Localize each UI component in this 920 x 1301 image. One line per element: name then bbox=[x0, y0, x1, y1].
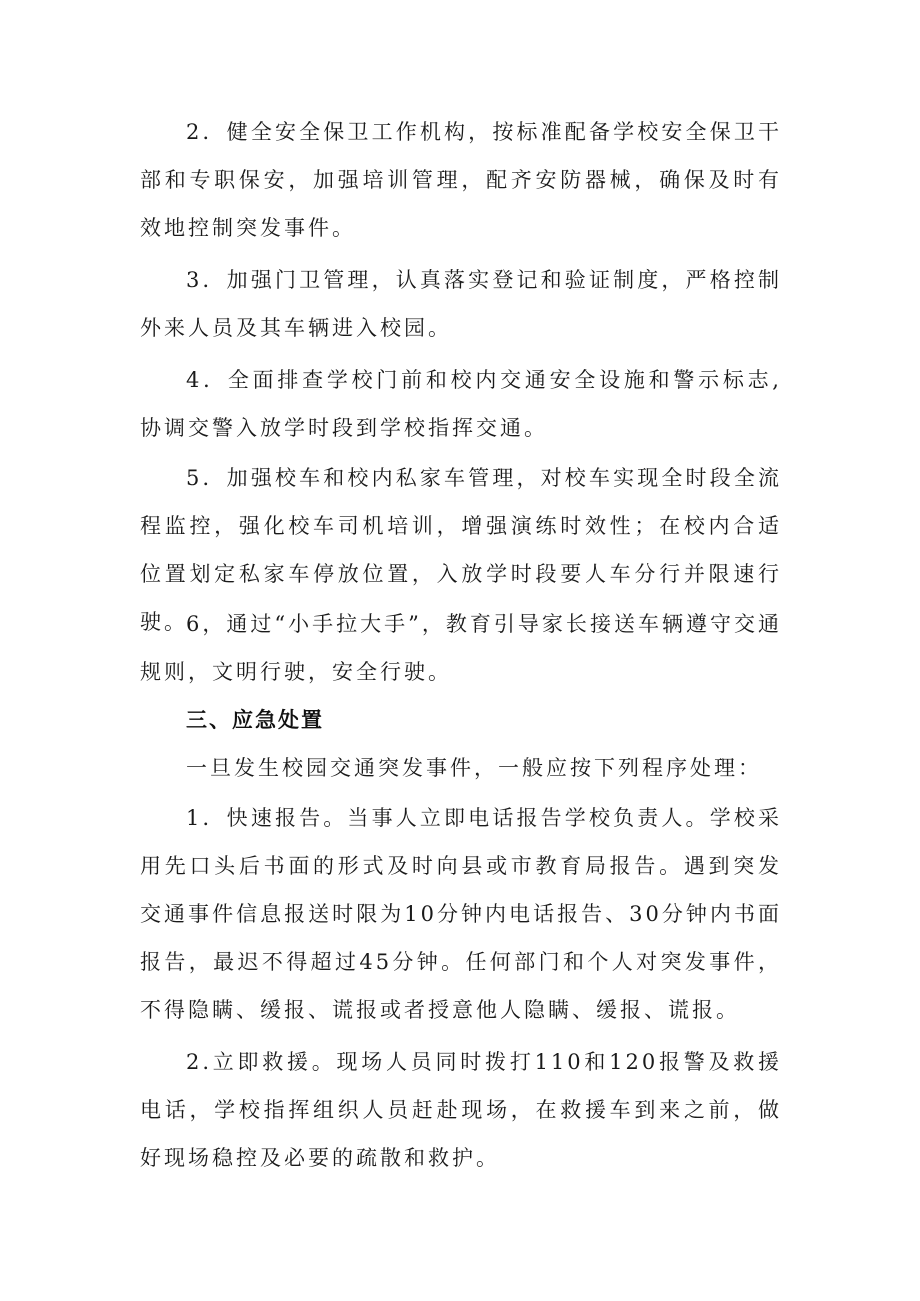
section-heading: 三、应急处置 bbox=[186, 708, 324, 732]
paragraph-item-4: 4．全面排查学校门前和校内交通安全设施和警示标志,协调交警入放学时段到学校指挥交通。 bbox=[140, 368, 782, 440]
paragraph-item-5: 5．加强校车和校内私家车管理，对校车实现全时段全流程监控，强化校车司机培训，增强演练时效性；在校内合适位置划定私家车停放位置，入放学时段要人车分行并限速行驶。 bbox=[140, 466, 782, 634]
section-intro: 一旦发生校园交通突发事件，一般应按下列程序处理： bbox=[186, 756, 762, 780]
procedure-step-2: 2.立即救援。现场人员同时拨打110和120报警及救援电话，学校指挥组织人员赶赴现场，在救援车到来之前，做好现场稳控及必要的疏散和救护。 bbox=[140, 1050, 782, 1170]
paragraph-item-2: 2．健全安全保卫工作机构，按标准配备学校安全保卫干部和专职保安，加强培训管理，配齐安防器械，确保及时有效地控制突发事件。 bbox=[140, 120, 782, 240]
paragraph-item-6: 6，通过“小手拉大手”，教育引导家长接送车辆遵守交通规则，文明行驶，安全行驶。 bbox=[140, 612, 782, 684]
procedure-step-1: 1．快速报告。当事人立即电话报告学校负责人。学校采用先口头后书面的形式及时向县或市教育局报告。遇到突发交通事件信息报送时限为10分钟内电话报告、30分钟内书面报告，最迟不得超过45分钟。任何部门和个人对突发事件，不得隐瞒、缓报、谎报或者授意他人隐瞒、缓报、谎报。 bbox=[140, 806, 782, 1022]
paragraph-item-3: 3．加强门卫管理，认真落实登记和验证制度，严格控制外来人员及其车辆进入校园。 bbox=[140, 268, 782, 340]
